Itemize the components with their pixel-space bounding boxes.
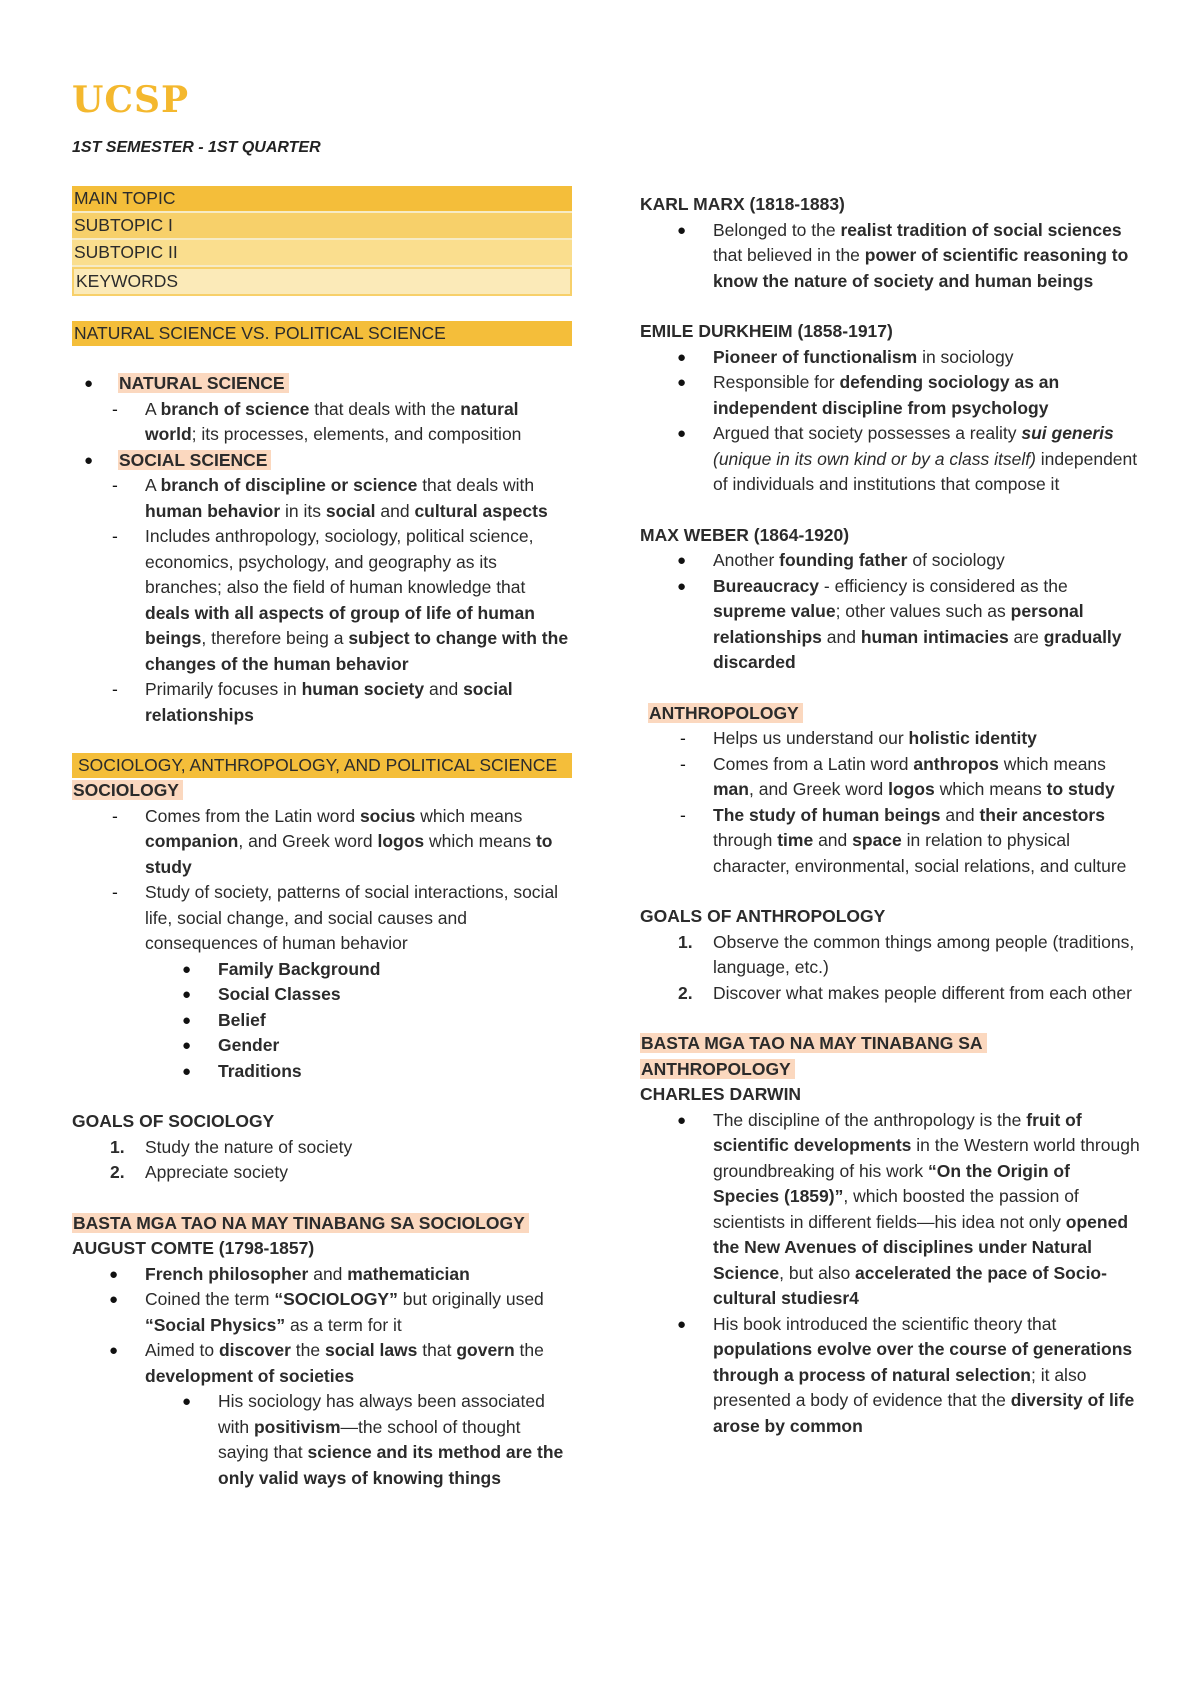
- heading-charles-darwin: CHARLES DARWIN: [640, 1084, 802, 1104]
- document-subtitle: 1ST SEMESTER - 1ST QUARTER: [72, 139, 321, 156]
- list-item: [72, 371, 572, 397]
- list-item: ● Pioneer of functionalism in sociology: [640, 345, 1140, 371]
- list-item: ● Another founding father of sociology: [640, 548, 1140, 574]
- heading-goals-of-anthropology: GOALS OF ANTHROPOLOGY: [640, 906, 886, 926]
- heading-basta-sociology: BASTA MGA TAO NA MAY TINABANG SA SOCIOLOGY: [72, 1213, 529, 1233]
- subtopic-anthropology-row: [640, 701, 1140, 727]
- list-item: 2. Appreciate society: [110, 1162, 288, 1182]
- subtopic-sociology: SOCIOLOGY: [72, 780, 183, 800]
- list-item: ● His book introduced the scientific theory that populations evolve over the course of generations through a process of natural selection; it also presented a body of evidence that the diversity of life arose by common: [640, 1312, 1140, 1440]
- list-item: ● Aimed to discover the social laws that govern the development of societies: [72, 1338, 572, 1389]
- list-item: ● Gender: [72, 1033, 572, 1059]
- list-item: - Primarily focuses in human society and social relationships: [72, 677, 572, 728]
- color-legend: [72, 186, 572, 296]
- document-title: UCSP: [72, 79, 190, 121]
- list-item: ● French philosopher and mathematician: [72, 1262, 572, 1288]
- list-item: ● Responsible for defending sociology as an independent discipline from psychology: [640, 370, 1140, 421]
- heading-basta-anthropology: BASTA MGA TAO NA MAY TINABANG SA ANTHROPOLOGY: [640, 1033, 987, 1079]
- list-item: ● Belief: [72, 1008, 572, 1034]
- heading-goals-of-sociology: GOALS OF SOCIOLOGY: [72, 1111, 275, 1131]
- legend-subtopic-1: SUBTOPIC I: [72, 213, 572, 240]
- list-item: - Includes anthropology, sociology, political science, economics, psychology, and geography as its branches; also the field of human knowledge that deals with all aspects of group of life of human beings, therefore being a subject to change with the changes of the human behavior: [72, 524, 572, 677]
- list-item: [72, 448, 572, 474]
- list-item: - A branch of discipline or science that deals with human behavior in its social and cultural aspects: [72, 473, 572, 524]
- list-item: - Comes from a Latin word anthropos which means man, and Greek word logos which means to study: [640, 752, 1140, 803]
- heading-basta-sociology-row: [72, 1211, 572, 1237]
- list-item: ● Family Background: [72, 957, 572, 983]
- list-item: ● Traditions: [72, 1059, 572, 1085]
- list-item: - The study of human beings and their ancestors through time and space in relation to physical character, environmental, social relations, and culture: [640, 803, 1140, 880]
- list-item: 1. Observe the common things among people (traditions, language, etc.): [678, 931, 1135, 977]
- list-item: ● Bureaucracy - efficiency is considered as the supreme value; other values such as personal relationships and human intimacies are gradually discarded: [640, 574, 1140, 676]
- list-item: ● Coined the term “SOCIOLOGY” but originally used “Social Physics” as a term for it: [72, 1287, 572, 1338]
- subtopic-social-science: SOCIAL SCIENCE: [118, 450, 271, 470]
- left-column: [72, 186, 572, 1491]
- list-item: - Study of society, patterns of social interactions, social life, social change, and social causes and consequences of human behavior: [72, 880, 572, 957]
- subtopic-anthropology: ANTHROPOLOGY: [648, 703, 803, 723]
- list-item: ● The discipline of the anthropology is the fruit of scientific developments in the Western world through groundbreaking of his work “On the Origin of Species (1859)”, which boosted the passion of scientists in different fields—his idea not only opened the New Avenues of disciplines under Natural Science, but also accelerated the pace of Socio-cultural studiesr4: [640, 1108, 1140, 1312]
- list-item: ● Social Classes: [72, 982, 572, 1008]
- list-item: ● Belonged to the realist tradition of social sciences that believed in the power of scientific reasoning to know the nature of society and human beings: [640, 218, 1140, 295]
- legend-subtopic-2: SUBTOPIC II: [72, 240, 572, 267]
- list-item: 2. Discover what makes people different from each other: [678, 982, 1132, 1003]
- list-item: - Helps us understand our holistic identity: [640, 726, 1140, 752]
- right-column: [640, 192, 1140, 1439]
- heading-emile-durkheim: EMILE DURKHEIM (1858-1917): [640, 321, 893, 341]
- heading-august-comte: AUGUST COMTE (1798-1857): [72, 1238, 315, 1258]
- list-item: ● Argued that society possesses a reality sui generis (unique in its own kind or by a class itself) independent of individuals and institutions that compose it: [640, 421, 1140, 498]
- main-topic-soc-anth-pol: SOCIOLOGY, ANTHROPOLOGY, AND POLITICAL SCIENCE: [72, 753, 572, 778]
- list-item: - A branch of science that deals with the natural world; its processes, elements, and composition: [72, 397, 572, 448]
- heading-karl-marx: KARL MARX (1818-1883): [640, 194, 845, 214]
- list-item: ● His sociology has always been associated with positivism—the school of thought saying that science and its method are the only valid ways of knowing things: [72, 1389, 572, 1491]
- legend-keywords: KEYWORDS: [72, 267, 572, 296]
- subtopic-natural-science: NATURAL SCIENCE: [118, 373, 289, 393]
- heading-max-weber: MAX WEBER (1864-1920): [640, 524, 850, 545]
- legend-main-topic: MAIN TOPIC: [72, 186, 572, 213]
- subtopic-sociology-row: [72, 778, 572, 804]
- heading-basta-anthropology-row: [640, 1031, 1020, 1082]
- list-item: - Comes from the Latin word socius which means companion, and Greek word logos which means to study: [72, 804, 572, 881]
- main-topic-natural-vs-political: NATURAL SCIENCE VS. POLITICAL SCIENCE: [72, 321, 572, 346]
- list-item: 1. Study the nature of society: [110, 1136, 353, 1157]
